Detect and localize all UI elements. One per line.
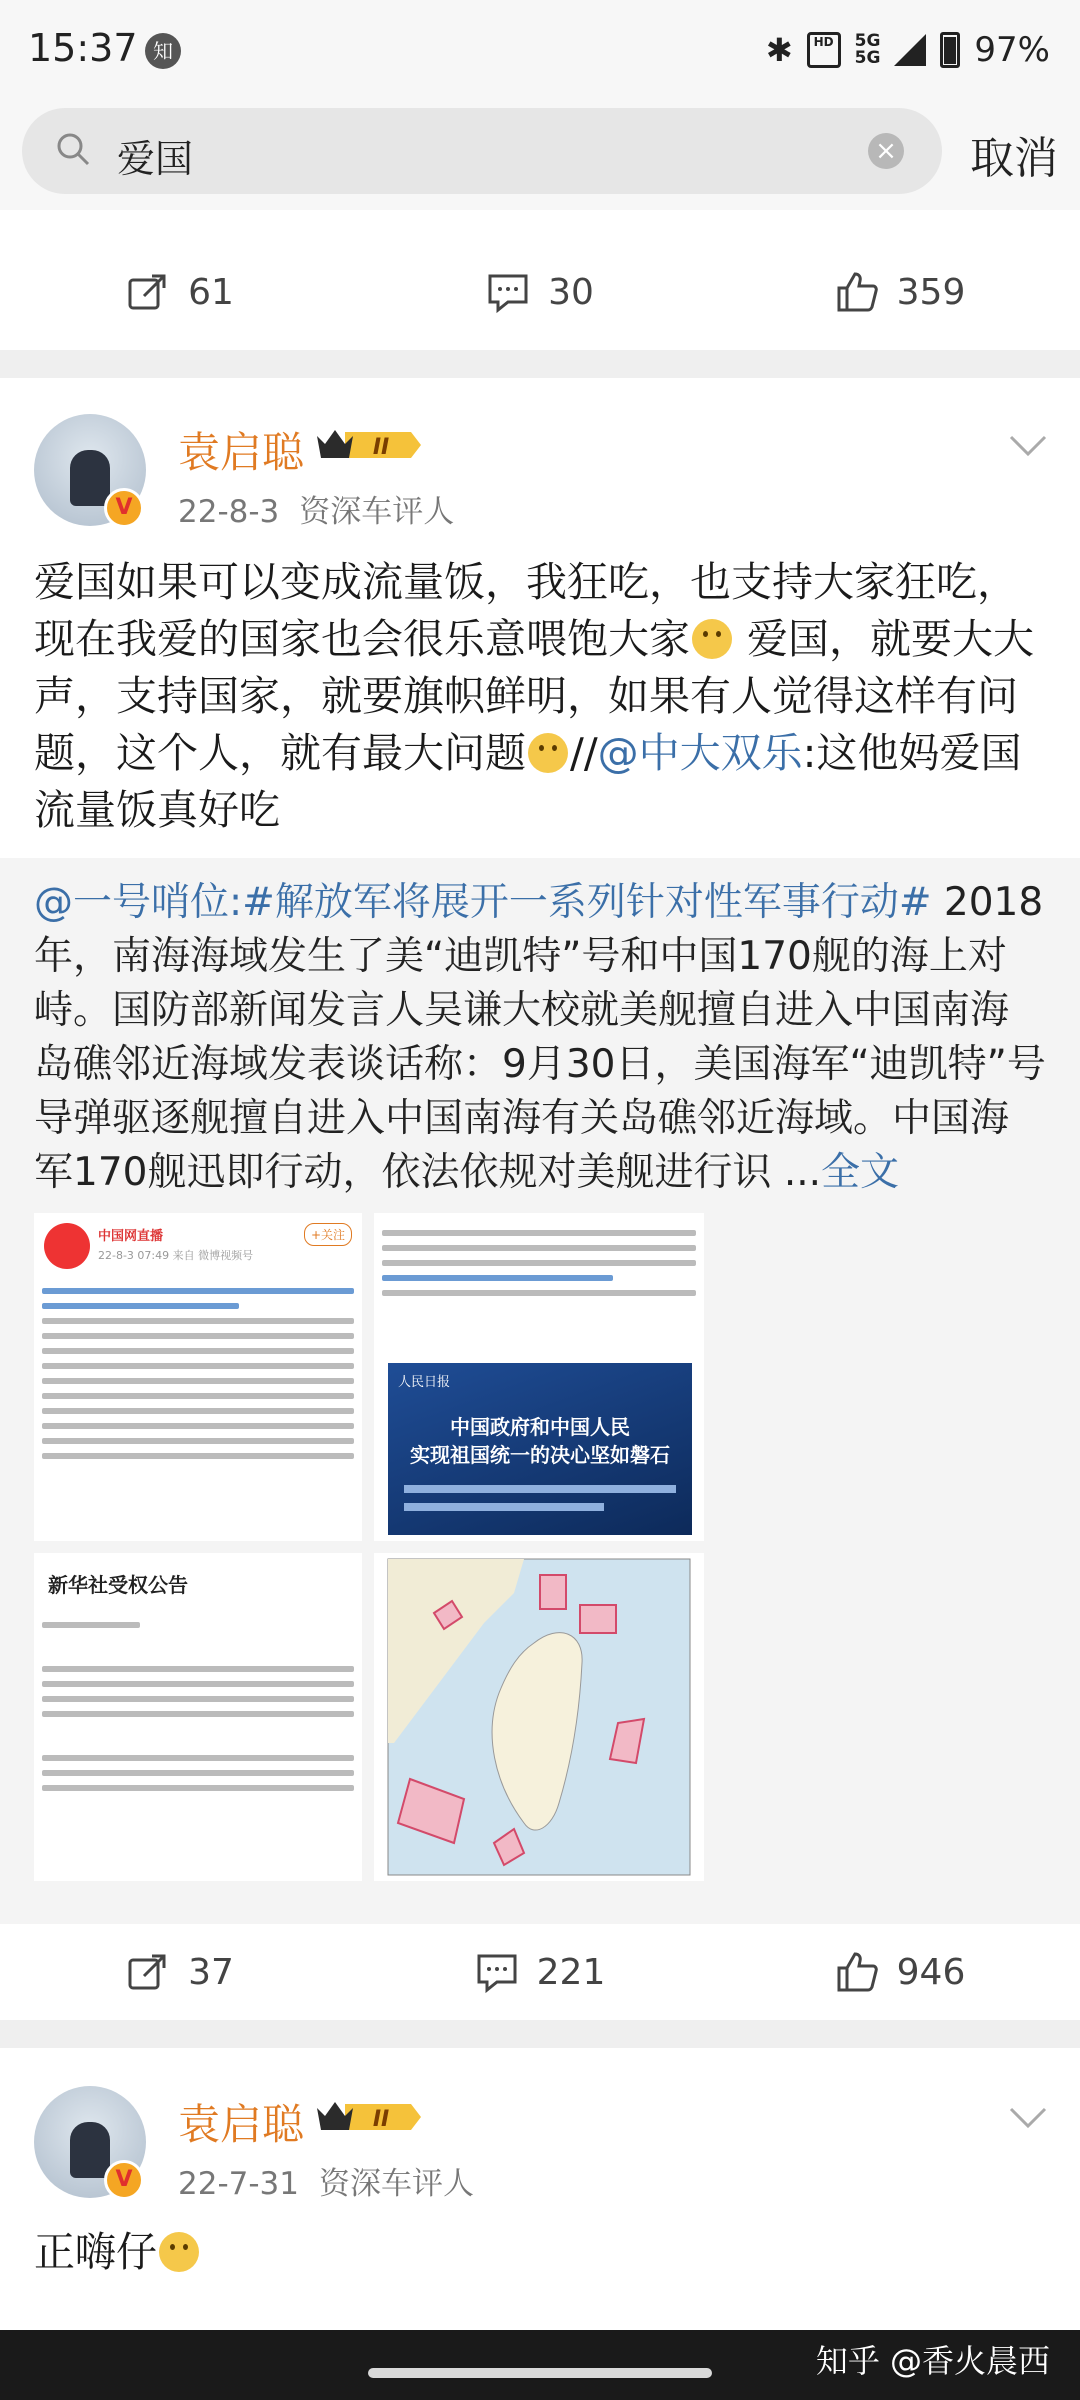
comment-icon [486, 270, 530, 314]
post-card [0, 2048, 1080, 2330]
network-type: 5G 5G [854, 31, 881, 68]
comment-button[interactable] [360, 1924, 720, 2020]
username[interactable]: 袁启聪 [178, 428, 305, 477]
news-banner: 人民日报 中国政府和中国人民 实现祖国统一的决心坚如磐石 [388, 1363, 692, 1535]
username[interactable]: 袁启聪 [178, 2100, 305, 2149]
comment-count: 221 [536, 1951, 606, 1993]
previous-post-card [0, 210, 1080, 350]
like-button[interactable] [720, 244, 1080, 340]
share-icon [126, 270, 170, 314]
laughing-emoji-icon [159, 2232, 199, 2272]
image-thumbnail[interactable]: 新华社受权公告 [34, 1553, 362, 1881]
post-card [0, 378, 1080, 2020]
repost-button[interactable] [0, 1924, 360, 2020]
search-icon [56, 132, 90, 166]
search-header [0, 100, 1080, 210]
like-count: 946 [896, 1951, 966, 1993]
author-title: 资深车评人 [319, 2166, 474, 2202]
signal-icon [894, 34, 926, 66]
source-avatar [44, 1223, 90, 1269]
repost-count: 37 [188, 1951, 234, 1993]
action-bar [0, 244, 1080, 340]
image-thumbnail[interactable] [374, 1213, 704, 1541]
chevron-down-icon[interactable] [1008, 434, 1048, 458]
full-text-link[interactable]: 全文 [821, 1150, 900, 1195]
zhihu-watermark: 知乎 @香火晨西 [815, 2342, 1050, 2380]
verified-badge-icon: V [104, 2160, 144, 2200]
mention-link[interactable]: @中大双乐 [597, 729, 803, 777]
search-box[interactable] [22, 108, 942, 194]
post-body: 正嗨仔 [34, 2224, 1046, 2281]
repost-count: 61 [188, 271, 234, 313]
svg-text:II: II [372, 435, 390, 460]
repost-button[interactable] [0, 244, 360, 340]
repost-author-link[interactable]: @一号哨位 [34, 880, 230, 925]
hd-icon: HD [807, 32, 841, 68]
post-date: 22-8-3 [178, 494, 280, 530]
clear-icon[interactable]: × [868, 133, 904, 169]
map-thumbnail[interactable] [374, 1553, 704, 1881]
image-thumbnail[interactable]: 中国网直播 +关注 22-8-3 07:49 来自 微博视频号 [34, 1213, 362, 1541]
status-icons [766, 28, 1050, 72]
status-bar [0, 0, 1080, 100]
bottom-bar [0, 2330, 1080, 2400]
like-count: 359 [896, 271, 966, 313]
reposted-text: @一号哨位:#解放军将展开一系列针对性军事行动# 2018年，南海海域发生了美“迪凯特”号和中国170舰的海上对峙。国防部新闻发言人吴谦大校就美舰擅自进入中国南海岛礁邻近海域发表谈话称：9月30日，美国海军“迪凯特”号导弹驱逐舰擅自进入中国南海有关岛礁邻近海域。中国海军170舰迅即行动，依法依规对美舰进行识 ...全文 [34, 880, 1046, 1195]
topic-link[interactable]: :#解放军将展开一系列针对性军事行动# [229, 880, 932, 925]
comment-count: 30 [548, 271, 594, 313]
vip-rank-badge-icon [315, 424, 423, 466]
battery-percent: 97% [974, 30, 1050, 70]
status-time: 15:37 [28, 26, 138, 70]
bluetooth-icon: ✱ [765, 31, 793, 69]
battery-icon [940, 32, 960, 68]
smile-emoji-icon [692, 619, 732, 659]
post-meta [178, 2158, 474, 2203]
comment-button[interactable] [360, 244, 720, 340]
smile-emoji-icon [528, 733, 568, 773]
zhihu-notification-icon: 知 [145, 33, 181, 69]
action-bar [0, 1924, 1080, 2020]
author-title: 资深车评人 [299, 494, 455, 530]
search-input[interactable]: 爱国 [117, 137, 194, 181]
thumbs-up-icon [835, 270, 879, 314]
chevron-down-icon[interactable] [1008, 2106, 1048, 2130]
reposted-content[interactable] [0, 858, 1080, 1924]
vip-rank-badge-icon [315, 2096, 423, 2138]
share-icon [126, 1950, 170, 1994]
cancel-button[interactable]: 取消 [970, 133, 1058, 184]
post-date: 22-7-31 [178, 2166, 299, 2202]
post-body: 爱国如果可以变成流量饭，我狂吃，也支持大家狂吃，现在我爱的国家也会很乐意喂饱大家 爱国，就要大大声，支持国家，就要旗帜鲜明，如果有人觉得这样有问题，这个人，就有最大问题 //@中大双乐:这他妈爱国流量饭真好吃 [34, 558, 1035, 834]
verified-badge-icon: V [104, 488, 144, 528]
follow-badge: +关注 [304, 1223, 352, 1246]
like-button[interactable] [720, 1924, 1080, 2020]
thumbs-up-icon [835, 1950, 879, 1994]
comment-icon [475, 1950, 519, 1994]
svg-text:II: II [372, 2107, 390, 2132]
home-indicator[interactable] [368, 2368, 712, 2378]
post-meta [178, 486, 454, 531]
